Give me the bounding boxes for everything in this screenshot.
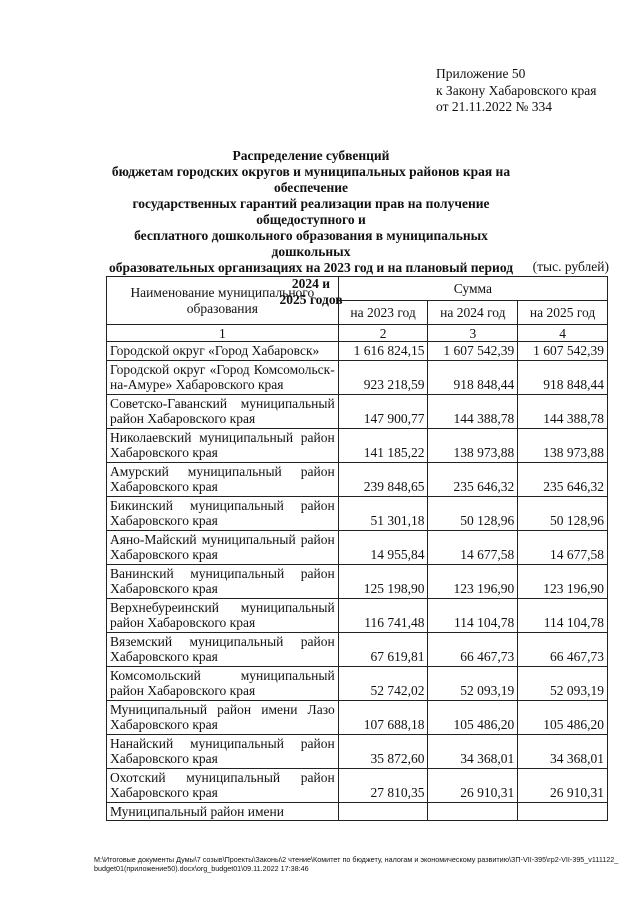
amount-y2023: 52 742,02 bbox=[338, 666, 428, 700]
amount-y2025: 1 607 542,39 bbox=[518, 342, 608, 361]
municipality-name: Верхнебуреинский муниципальный район Хабаровского края bbox=[107, 598, 339, 632]
municipality-name: Бикинский муниципальный район Хабаровского края bbox=[107, 496, 339, 530]
amount-y2024: 34 368,01 bbox=[428, 734, 518, 768]
amount-y2025: 26 910,31 bbox=[518, 768, 608, 802]
table-row bbox=[107, 462, 608, 496]
amount-y2025: 114 104,78 bbox=[518, 598, 608, 632]
amount-y2024: 105 486,20 bbox=[428, 700, 518, 734]
title-line: образовательных организациях на 2023 год и на плановый период 2024 и bbox=[108, 260, 514, 291]
municipality-name: Амурский муниципальный район Хабаровского края bbox=[107, 462, 339, 496]
index-cell: 2 bbox=[338, 325, 428, 342]
index-cell: 3 bbox=[428, 325, 518, 342]
table-row bbox=[107, 632, 608, 666]
appendix-law: к Закону Хабаровского края bbox=[436, 82, 597, 98]
table-row bbox=[107, 342, 608, 361]
index-cell: 1 bbox=[107, 325, 339, 342]
title-line: Распределение субвенций bbox=[232, 148, 390, 163]
municipality-name: Ванинский муниципальный район Хабаровского края bbox=[107, 564, 339, 598]
amount-y2024: 144 388,78 bbox=[428, 394, 518, 428]
amount-y2024: 14 677,58 bbox=[428, 530, 518, 564]
table-row bbox=[107, 768, 608, 802]
header-name: Наименование муниципального образования bbox=[107, 277, 339, 325]
amount-y2024: 235 646,32 bbox=[428, 462, 518, 496]
amount-y2025: 14 677,58 bbox=[518, 530, 608, 564]
index-cell: 4 bbox=[518, 325, 608, 342]
municipality-name: Городской округ «Город Хабаровск» bbox=[107, 342, 339, 361]
amount-y2024: 66 467,73 bbox=[428, 632, 518, 666]
amount-y2024 bbox=[428, 802, 518, 821]
table-row bbox=[107, 700, 608, 734]
amount-y2023: 141 185,22 bbox=[338, 428, 428, 462]
title-line: бесплатного дошкольного образования в муниципальных дошкольных bbox=[134, 228, 488, 259]
appendix-number: Приложение 50 bbox=[436, 66, 526, 81]
amount-y2024: 918 848,44 bbox=[428, 360, 518, 394]
amount-y2024: 52 093,19 bbox=[428, 666, 518, 700]
municipality-name: Вяземский муниципальный район Хабаровского края bbox=[107, 632, 339, 666]
amount-y2025: 123 196,90 bbox=[518, 564, 608, 598]
amount-y2025: 34 368,01 bbox=[518, 734, 608, 768]
amount-y2023: 67 619,81 bbox=[338, 632, 428, 666]
amount-y2024: 26 910,31 bbox=[428, 768, 518, 802]
amount-y2024: 123 196,90 bbox=[428, 564, 518, 598]
amount-y2025: 144 388,78 bbox=[518, 394, 608, 428]
amount-y2025: 918 848,44 bbox=[518, 360, 608, 394]
table-row bbox=[107, 360, 608, 394]
amount-y2025 bbox=[518, 802, 608, 821]
amount-y2024: 1 607 542,39 bbox=[428, 342, 518, 361]
amount-y2023: 51 301,18 bbox=[338, 496, 428, 530]
municipality-name: Охотский муниципальный район Хабаровского края bbox=[107, 768, 339, 802]
header-year: на 2025 год bbox=[518, 301, 608, 325]
municipality-name: Советско-Гаванский муниципальный район Хабаровского края bbox=[107, 394, 339, 428]
table-row bbox=[107, 598, 608, 632]
title-line: бюджетам городских округов и муниципальных районов края на обеспечение bbox=[111, 164, 511, 195]
header-sum: Сумма bbox=[338, 277, 607, 301]
amount-y2025: 50 128,96 bbox=[518, 496, 608, 530]
file-path-footer: M:\Итоговые документы Думы\7 созыв\Проекты\Законы\2 чтение\Комитет по бюджету, налогам и экономическому развитию\ЗП-VII-395\гр2-VII-395_v111122_budget01(приложение50).docx\org_budget01\09.11.2022 17:38:46 bbox=[94, 855, 619, 873]
municipality-name: Аяно-Майский муниципальный район Хабаровского края bbox=[107, 530, 339, 564]
municipality-name: Муниципальный район имени Лазо Хабаровского края bbox=[107, 700, 339, 734]
amount-y2023: 1 616 824,15 bbox=[338, 342, 428, 361]
appendix-header bbox=[436, 66, 597, 116]
appendix-date: от 21.11.2022 № 334 bbox=[436, 99, 552, 114]
table-row bbox=[107, 496, 608, 530]
title-line: 2025 годов bbox=[279, 292, 343, 307]
amount-y2023: 147 900,77 bbox=[338, 394, 428, 428]
municipality-name: Городской округ «Город Комсомольск-на-Амуре» Хабаровского края bbox=[107, 360, 339, 394]
municipality-name: Нанайский муниципальный район Хабаровского края bbox=[107, 734, 339, 768]
amount-y2024: 50 128,96 bbox=[428, 496, 518, 530]
municipality-name: Комсомольский муниципальный район Хабаровского края bbox=[107, 666, 339, 700]
table-row bbox=[107, 530, 608, 564]
amount-y2023: 35 872,60 bbox=[338, 734, 428, 768]
amount-y2023: 14 955,84 bbox=[338, 530, 428, 564]
table-row bbox=[107, 666, 608, 700]
table-row bbox=[107, 564, 608, 598]
header-year: на 2023 год bbox=[338, 301, 428, 325]
municipality-name: Муниципальный район имени bbox=[107, 802, 339, 821]
table-row bbox=[107, 428, 608, 462]
amount-y2023 bbox=[338, 802, 428, 821]
amount-y2023: 239 848,65 bbox=[338, 462, 428, 496]
table-row bbox=[107, 802, 608, 821]
header-year: на 2024 год bbox=[428, 301, 518, 325]
table-row bbox=[107, 734, 608, 768]
subsidy-table bbox=[106, 276, 608, 821]
amount-y2023: 107 688,18 bbox=[338, 700, 428, 734]
units-label: (тыс. рублей) bbox=[532, 259, 609, 274]
table-row bbox=[107, 394, 608, 428]
amount-y2023: 125 198,90 bbox=[338, 564, 428, 598]
municipality-name: Николаевский муниципальный район Хабаровского края bbox=[107, 428, 339, 462]
amount-y2023: 923 218,59 bbox=[338, 360, 428, 394]
amount-y2024: 114 104,78 bbox=[428, 598, 518, 632]
amount-y2023: 116 741,48 bbox=[338, 598, 428, 632]
amount-y2024: 138 973,88 bbox=[428, 428, 518, 462]
amount-y2023: 27 810,35 bbox=[338, 768, 428, 802]
amount-y2025: 138 973,88 bbox=[518, 428, 608, 462]
amount-y2025: 105 486,20 bbox=[518, 700, 608, 734]
amount-y2025: 66 467,73 bbox=[518, 632, 608, 666]
amount-y2025: 52 093,19 bbox=[518, 666, 608, 700]
title-line: государственных гарантий реализации прав на получение общедоступного и bbox=[132, 196, 490, 227]
amount-y2025: 235 646,32 bbox=[518, 462, 608, 496]
